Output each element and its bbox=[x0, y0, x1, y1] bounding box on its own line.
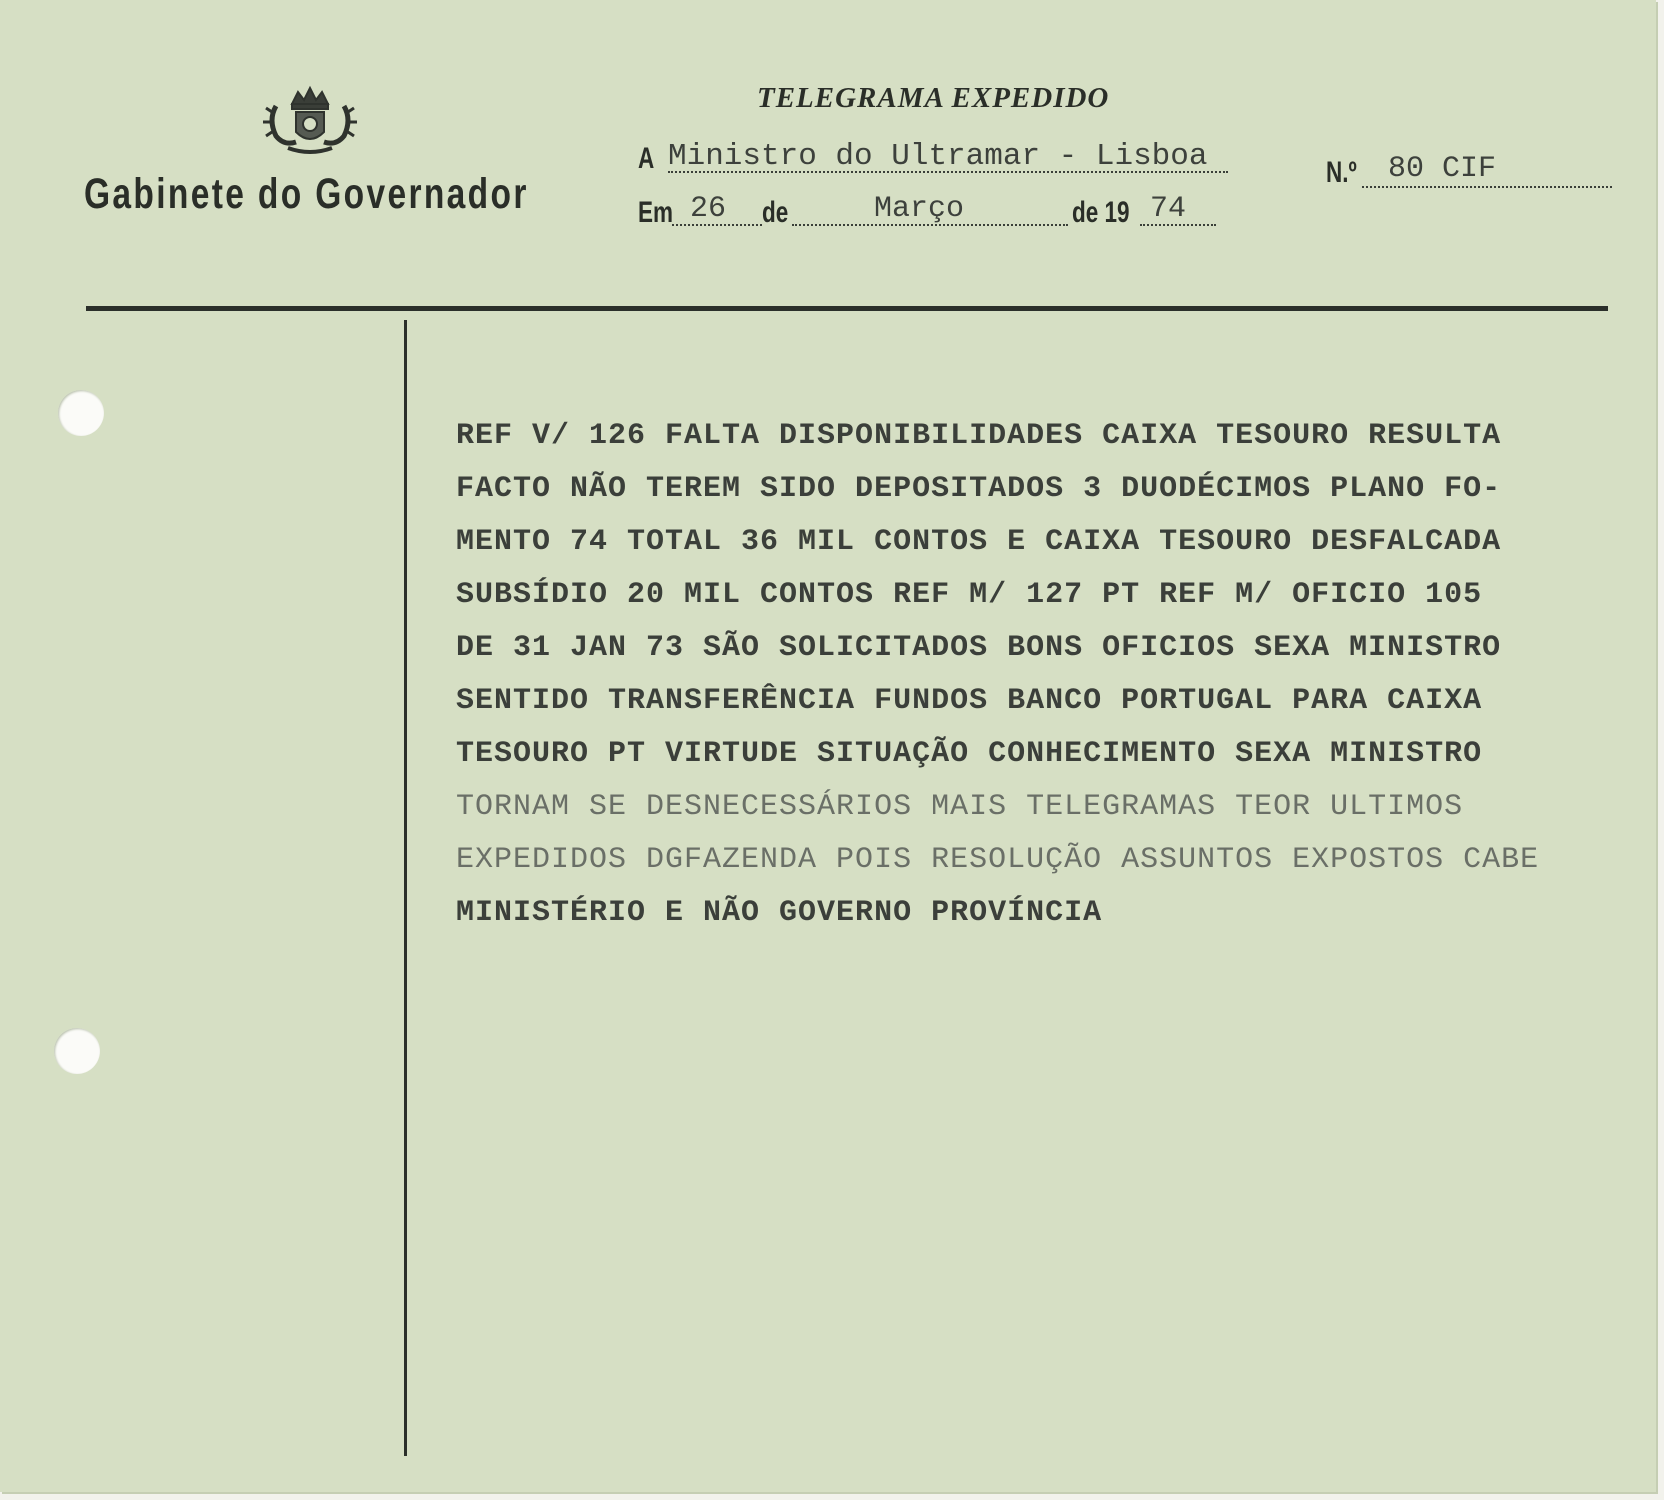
message-line: TORNAM SE DESNECESSÁRIOS MAIS TELEGRAMAS TEOR ULTIMOS bbox=[456, 790, 1464, 824]
number-value: 80 CIF bbox=[1388, 152, 1497, 186]
telegram-message bbox=[456, 410, 1586, 940]
addressee-value: Ministro do Ultramar - Lisboa bbox=[668, 139, 1208, 174]
date-em-label: Em bbox=[638, 196, 674, 229]
office-name: Gabinete do Governador bbox=[84, 170, 529, 218]
message-line: REF V/ 126 FALTA DISPONIBILIDADES CAIXA TESOURO RESULTA bbox=[456, 419, 1502, 453]
punch-hole-bottom bbox=[54, 1028, 100, 1074]
date-de-label: de bbox=[762, 196, 789, 229]
form-title: TELEGRAMA EXPEDIDO bbox=[757, 82, 1110, 114]
message-line: DE 31 JAN 73 SÃO SOLICITADOS BONS OFICIOS SEXA MINISTRO bbox=[456, 631, 1502, 665]
date-de-year-label: de 19 bbox=[1072, 196, 1130, 229]
message-line: MENTO 74 TOTAL 36 MIL CONTOS E CAIXA TESOURO DESFALCADA bbox=[456, 525, 1502, 559]
message-line: TESOURO PT VIRTUDE SITUAÇÃO CONHECIMENTO SEXA MINISTRO bbox=[456, 737, 1483, 771]
addressee-label: A bbox=[638, 142, 655, 175]
date-month: Março bbox=[874, 192, 965, 226]
message-line: EXPEDIDOS DGFAZENDA POIS RESOLUÇÃO ASSUNTOS EXPOSTOS CABE bbox=[456, 843, 1540, 877]
date-day: 26 bbox=[690, 192, 727, 226]
message-line: SENTIDO TRANSFERÊNCIA FUNDOS BANCO PORTUGAL PARA CAIXA bbox=[456, 684, 1483, 718]
coat-of-arms-icon bbox=[262, 82, 358, 158]
number-label: N.º bbox=[1326, 156, 1357, 189]
message-line: FACTO NÃO TEREM SIDO DEPOSITADOS 3 DUODÉCIMOS PLANO FO- bbox=[456, 472, 1502, 506]
message-line: MINISTÉRIO E NÃO GOVERNO PROVÍNCIA bbox=[456, 896, 1103, 930]
date-year: 74 bbox=[1150, 192, 1187, 226]
margin-line bbox=[404, 320, 407, 1456]
punch-hole-top bbox=[58, 390, 104, 436]
message-line: SUBSÍDIO 20 MIL CONTOS REF M/ 127 PT REF M/ OFICIO 105 bbox=[456, 578, 1483, 612]
number-dotted-line bbox=[1362, 186, 1612, 188]
header-rule bbox=[86, 306, 1608, 311]
